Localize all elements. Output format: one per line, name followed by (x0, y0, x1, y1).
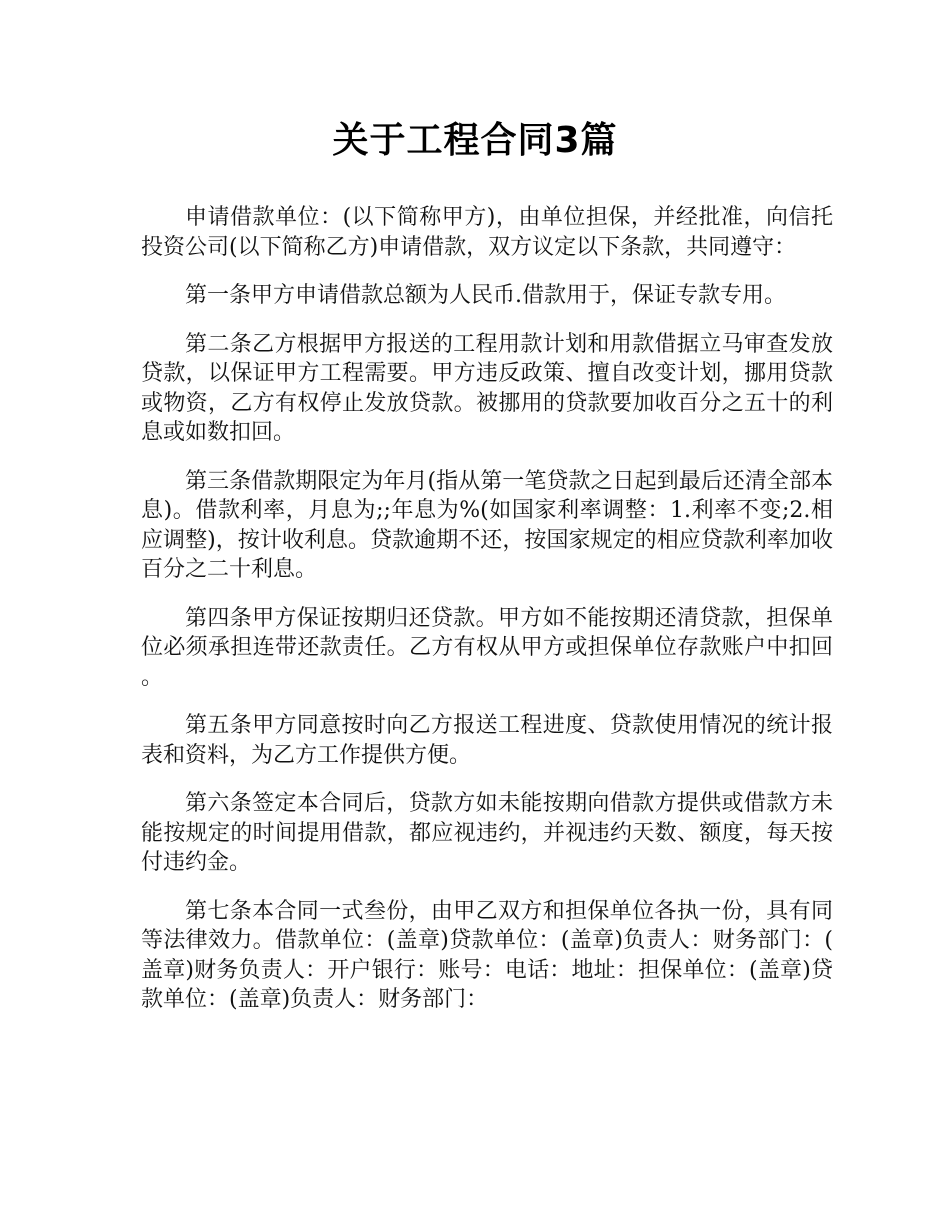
paragraph-article-5: 第五条甲方同意按时向乙方报送工程进度、贷款使用情况的统计报表和资料，为乙方工作提供方便。 (141, 713, 833, 768)
paragraph-article-3: 第三条借款期限定为年月(指从第一笔贷款之日起到最后还清全部本息)。借款利率，月息为;;年息为%(如国家利率调整：1.利率不变;2.相应调整)，按计收利息。贷款逾期不还，按国家规定的相应贷款利率加收百分之二十利息。 (141, 468, 833, 582)
paragraph-article-6: 第六条签定本合同后，贷款方如未能按期向借款方提供或借款方未能按规定的时间提用借款，都应视违约，并视违约天数、额度，每天按付违约金。 (141, 791, 833, 875)
paragraph-preamble: 申请借款单位：(以下简称甲方)，由单位担保，并经批准，向信托投资公司(以下简称乙方)申请借款，双方议定以下条款，共同遵守： (141, 205, 833, 260)
paragraph-article-1: 第一条甲方申请借款总额为人民币.借款用于，保证专款专用。 (185, 283, 786, 308)
paragraph-article-4: 第四条甲方保证按期归还贷款。甲方如不能按期还清贷款，担保单位必须承担连带还款责任。乙方有权从甲方或担保单位存款账户中扣回。 (141, 605, 833, 690)
document-body (141, 203, 833, 1034)
paragraph-article-7: 第七条本合同一式叁份，由甲乙双方和担保单位各执一份，具有同等法律效力。借款单位：(盖章)贷款单位：(盖章)负责人：财务部门：(盖章)财务负责人：开户银行：账号：电话：地址：担保单位：(盖章)贷款单位：(盖章)负责人：财务部门： (141, 898, 833, 1012)
paragraph-article-2: 第二条乙方根据甲方报送的工程用款计划和用款借据立马审查发放贷款，以保证甲方工程需要。甲方违反政策、擅自改变计划，挪用贷款或物资，乙方有权停止发放贷款。被挪用的贷款要加收百分之五十的利息或如数扣回。 (141, 331, 833, 445)
document-title: 关于工程合同3篇 (332, 120, 618, 161)
